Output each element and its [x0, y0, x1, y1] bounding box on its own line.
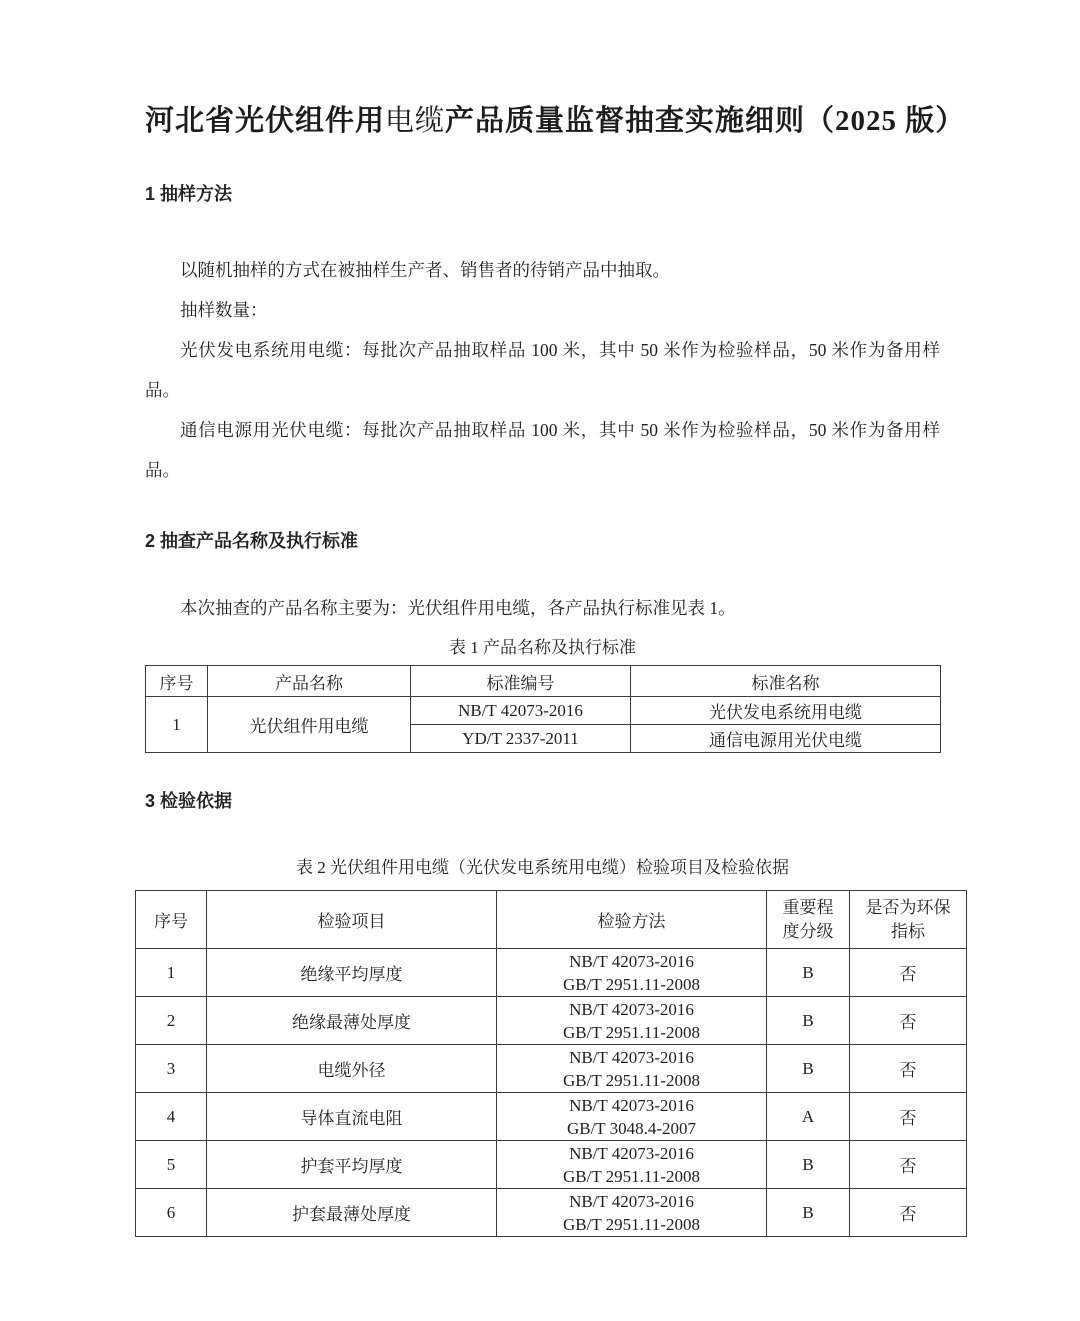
paragraph-comm-power-cable: 通信电源用光伏电缆：每批次产品抽取样品 100 米，其中 50 米作为检验样品，50 米作为备用样品。 [145, 420, 940, 480]
cell-method [497, 1093, 767, 1141]
cell-item: 护套平均厚度 [207, 1141, 497, 1189]
table-2-header-no: 序号 [136, 891, 207, 949]
table-2-header-env [850, 891, 967, 949]
table-2-body [136, 949, 967, 1237]
cell-grade: B [767, 1141, 850, 1189]
cell-env: 否 [850, 1141, 967, 1189]
table-1-header [146, 666, 941, 697]
table-row [146, 697, 941, 725]
table-row [136, 997, 967, 1045]
method-standard-1: NB/T 42073-2016 [569, 951, 694, 971]
cell-no: 4 [136, 1093, 207, 1141]
cell-grade: A [767, 1093, 850, 1141]
cell-env: 否 [850, 997, 967, 1045]
method-standard-1: NB/T 42073-2016 [569, 1095, 694, 1115]
cell-method [497, 1141, 767, 1189]
table-inspection-items [135, 890, 967, 1237]
cell-method [497, 1045, 767, 1093]
table-1-header-no: 序号 [146, 666, 208, 697]
method-standard-2: GB/T 2951.11-2008 [563, 1166, 700, 1186]
method-standard-1: NB/T 42073-2016 [569, 999, 694, 1019]
table-2-header-env-text: 是否为环保指标 [865, 897, 951, 941]
cell-grade: B [767, 1045, 850, 1093]
title-segment-light: 电缆 [385, 105, 446, 137]
cell-standard-name: 光伏发电系统用电缆 [631, 697, 941, 725]
method-standard-1: NB/T 42073-2016 [569, 1191, 694, 1211]
paragraph-pv-system-cable: 光伏发电系统用电缆：每批次产品抽取样品 100 米，其中 50 米作为检验样品，50 米作为备用样品。 [145, 340, 940, 400]
paragraph-sampling-quantity-label: 抽样数量： [180, 300, 268, 320]
paragraph-product-intro: 本次抽查的产品名称主要为：光伏组件用电缆，各产品执行标准见表 1。 [180, 598, 736, 618]
cell-no: 5 [136, 1141, 207, 1189]
method-standard-2: GB/T 2951.11-2008 [563, 1070, 700, 1090]
method-standard-2: GB/T 2951.11-2008 [563, 1022, 700, 1042]
table-1-header-name: 标准名称 [631, 666, 941, 697]
cell-grade: B [767, 949, 850, 997]
cell-standard-name: 通信电源用光伏电缆 [631, 725, 941, 753]
table-2-header-grade [767, 891, 850, 949]
cell-method [497, 949, 767, 997]
table-row [136, 1045, 967, 1093]
cell-no: 2 [136, 997, 207, 1045]
cell-no: 1 [136, 949, 207, 997]
cell-env: 否 [850, 1093, 967, 1141]
cell-item: 电缆外径 [207, 1045, 497, 1093]
paragraph-sampling-method: 以随机抽样的方式在被抽样生产者、销售者的待销产品中抽取。 [180, 260, 670, 280]
cell-item: 绝缘最薄处厚度 [207, 997, 497, 1045]
method-standard-2: GB/T 3048.4-2007 [566, 1118, 697, 1138]
section-3-heading: 3 检验依据 [145, 791, 233, 811]
section-2-heading: 2 抽查产品名称及执行标准 [145, 531, 359, 551]
cell-item: 护套最薄处厚度 [207, 1189, 497, 1237]
method-standard-2: GB/T 2951.11-2008 [563, 1214, 700, 1234]
table-2-header [136, 891, 967, 949]
cell-env: 否 [850, 1189, 967, 1237]
cell-item: 导体直流电阻 [207, 1093, 497, 1141]
table-product-standards [145, 665, 941, 753]
table-1-header-prod: 产品名称 [208, 666, 411, 697]
table-row [136, 1189, 967, 1237]
table-1-caption: 表 1 产品名称及执行标准 [449, 638, 636, 657]
table-1-body [146, 697, 941, 753]
method-standard-1: NB/T 42073-2016 [569, 1047, 694, 1067]
table-row [136, 1093, 967, 1141]
method-standard-2: GB/T 2951.11-2008 [563, 974, 700, 994]
cell-method [497, 1189, 767, 1237]
title-segment-bold-2: 产品质量监督抽查实施细则（2025 版） [445, 105, 966, 137]
title-segment-bold-1: 河北省光伏组件用 [145, 105, 386, 137]
table-1-header-row [146, 666, 941, 697]
cell-env: 否 [850, 1045, 967, 1093]
cell-method [497, 997, 767, 1045]
cell-grade: B [767, 997, 850, 1045]
cell-no: 6 [136, 1189, 207, 1237]
cell-row-no: 1 [146, 697, 208, 753]
table-1-header-code: 标准编号 [411, 666, 631, 697]
table-row [136, 949, 967, 997]
section-1-heading: 1 抽样方法 [145, 184, 233, 204]
table-2-caption: 表 2 光伏组件用电缆（光伏发电系统用电缆）检验项目及检验依据 [296, 858, 789, 877]
method-standard-1: NB/T 42073-2016 [569, 1143, 694, 1163]
cell-env: 否 [850, 949, 967, 997]
table-row [136, 1141, 967, 1189]
document-title [145, 0, 966, 140]
cell-no: 3 [136, 1045, 207, 1093]
cell-item: 绝缘平均厚度 [207, 949, 497, 997]
table-2-header-method: 检验方法 [497, 891, 767, 949]
table-2-header-grade-text: 重要程度分级 [782, 897, 834, 941]
cell-standard-code: YD/T 2337-2011 [411, 725, 631, 753]
table-2-header-row [136, 891, 967, 949]
cell-grade: B [767, 1189, 850, 1237]
cell-standard-code: NB/T 42073-2016 [411, 697, 631, 725]
table-2-header-item: 检验项目 [207, 891, 497, 949]
cell-product-name: 光伏组件用电缆 [208, 697, 411, 753]
